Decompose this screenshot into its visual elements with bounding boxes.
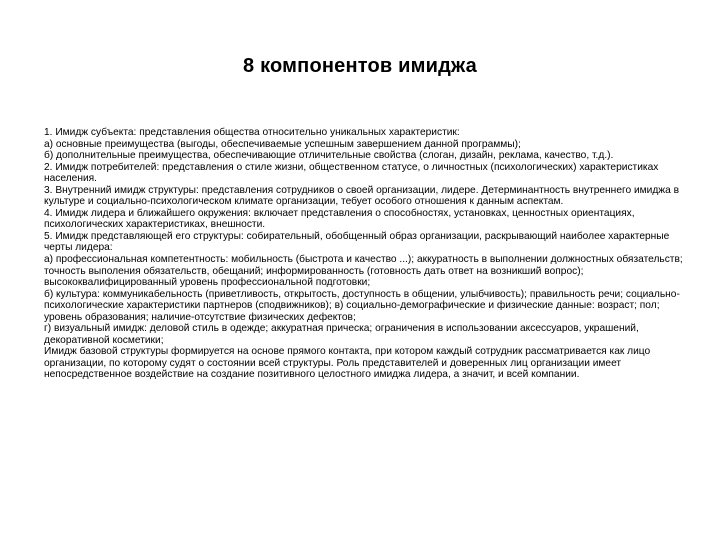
paragraph-5-structure-image: 5. Имидж представляющей его структуры: собирательный, обобщенный образ организации, раскрывающий наиболее характерные черты лидера: — [44, 230, 670, 254]
slide-title: 8 компонентов имиджа — [243, 55, 477, 77]
paragraph-2-consumer-image: 2. Имидж потребителей: представления о стиле жизни, общественном статусе, о личностных (психологических) характеристиках населения. — [44, 161, 659, 185]
paragraph-1-image-subject: 1. Имидж субъекта: представления общества относительно уникальных характеристик: — [44, 127, 460, 138]
slide-body — [44, 127, 689, 381]
paragraph-base-structure-image: Имидж базовой структуры формируется на основе прямого контакта, при котором каждый сотрудник рассматривается как лицо организации, по которому судят о состоянии всей структуры. Роль представителей и доверенных лиц организации имеет непосредственное воздействие на создание позитивного целостного имиджа лидера, а значит, и всей компании. — [44, 346, 651, 381]
paragraph-4-leader-image: 4. Имидж лидера и ближайшего окружения: включает представления о способностях, установках, ценностных ориентациях, психологических характеристиках, внешности. — [44, 207, 635, 231]
paragraph-1a-main-advantages: а) основные преимущества (выгоды, обеспечиваемые успешным завершением данной программы); — [44, 138, 521, 150]
paragraph-5a-professional-competence: а) профессиональная компетентность: мобильность (быстрота и качество ...); аккуратность в выполнении должностных обязательств; точность выполения обязательств, обещаний; информированность (готовность дать ответ на возникший вопрос); высококвалифицированный уровень профессиональной подготовки; — [44, 254, 683, 289]
paragraph-5g-visual-image: г) визуальный имидж: деловой стиль в одежде; аккуратная прическа; ограничения в использовании аксессуаров, украшений, декоративной косметики; — [44, 323, 639, 346]
paragraph-3-internal-image: 3. Внутренний имидж структуры: представления сотрудников о своей организации, лидере. Детерминантность внутреннего имиджа в культуре и социально-психологическом климате организации, тебует особого отношения к данным аспектам. — [44, 184, 680, 208]
paragraph-5b-culture: б) культура: коммуникабельность (приветливость, открытость, доступность в общении, улыбчивость); правильность речи; социально-психологические характеристики партнеров (сподвижников); в) социально-демографические и физические данные: возраст; пол; уровень образования; наличие-отсутствие физических дефектов; — [44, 288, 680, 323]
paragraph-1b-additional-advantages: б) дополнительные преимущества, обеспечивающие отличительные свойства (слоган, дизайн, реклама, качество, т.д.). — [44, 150, 614, 162]
